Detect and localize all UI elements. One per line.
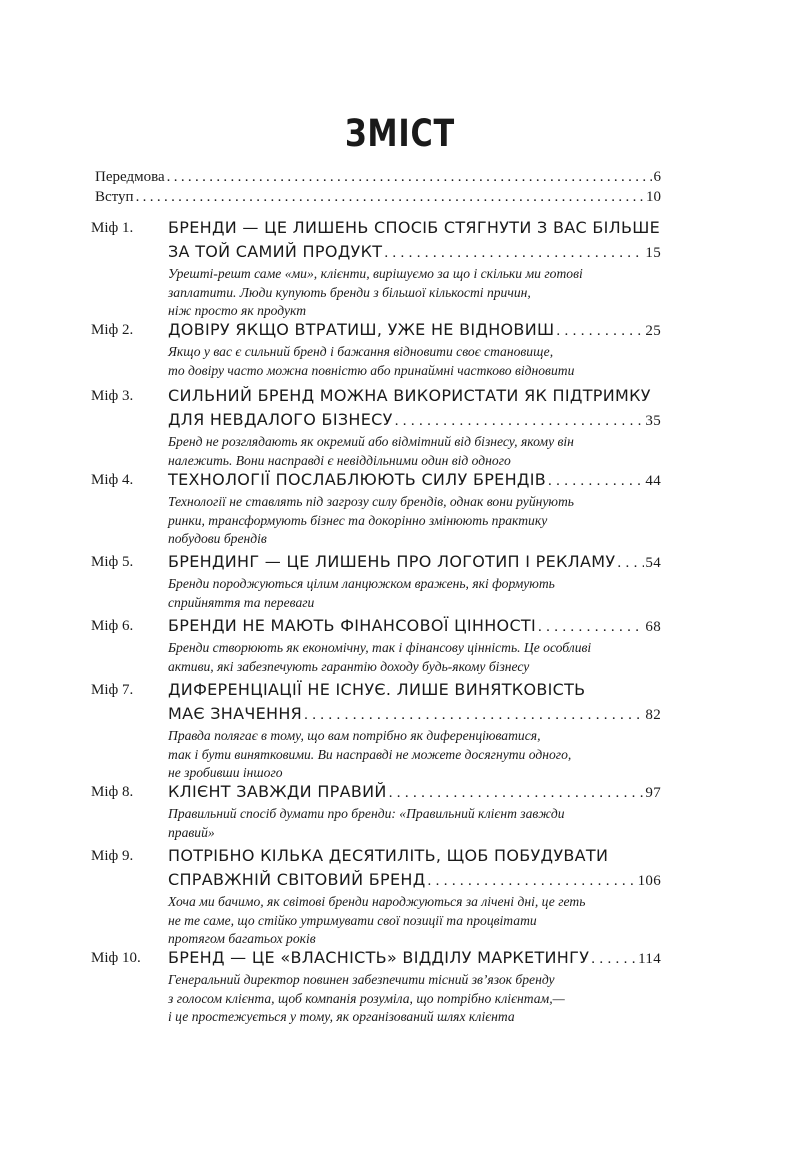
- toc-page-number: 6: [653, 169, 661, 185]
- myth-heading: ДИФЕРЕНЦІАЦІЇ НЕ ІСНУЄ. ЛИШЕ ВИНЯТКОВІСТЬ: [168, 680, 586, 699]
- toc-page-number: 25: [645, 323, 661, 339]
- toc-page-number: 114: [638, 951, 661, 967]
- dot-leader: [548, 469, 644, 493]
- toc-page-number: 97: [645, 785, 661, 801]
- dot-leader: [591, 947, 637, 971]
- myth-description: Бренди створюють як економічну, так і фінансову цінність. Це особливі активи, які забезпечують гарантію доходу будь-якому бізнесу: [168, 640, 592, 674]
- myth-heading: ЗА ТОЙ САМИЙ ПРОДУКТ . . . 15: [168, 240, 661, 265]
- myth-number: Міф 10.: [91, 950, 141, 966]
- myth-number: Міф 6.: [91, 618, 134, 634]
- dot-leader: [556, 319, 644, 343]
- dot-leader: [389, 781, 645, 805]
- myth-description: Якщо у вас є сильний бренд і бажання відновити своє становище, то довіру часто можна повністю або принаймні частково відновити: [168, 344, 575, 378]
- myth-heading: ДЛЯ НЕВДАЛОГО БІЗНЕСУ . . . 35: [168, 408, 661, 433]
- dot-leader: [304, 703, 644, 727]
- myth-description: Бренд не розглядають як окремий або відмітний від бізнесу, якому він належить. Вони насправді є невіддільними один від одного: [168, 434, 574, 468]
- myth-heading: ПОТРІБНО КІЛЬКА ДЕСЯТИЛІТЬ, ЩОБ ПОБУДУВАТИ: [168, 846, 609, 865]
- toc-page-number: 54: [645, 555, 661, 571]
- myth-number: Міф 3.: [91, 388, 134, 404]
- myth-description: Технології не ставлять під загрозу силу брендів, однак вони руйнують ринки, трансформують бізнес та докорінно змінюють практику побудови брендів: [168, 494, 574, 546]
- dot-leader: [167, 168, 652, 186]
- myth-number: Міф 5.: [91, 554, 134, 570]
- myth-heading: КЛІЄНТ ЗАВЖДИ ПРАВИЙ . . . 97: [168, 780, 661, 805]
- dot-leader: [428, 869, 637, 893]
- myth-number: Міф 4.: [91, 472, 134, 488]
- toc-page-number: 106: [637, 873, 661, 889]
- toc-page-number: 82: [645, 707, 661, 723]
- toc-page-number: 35: [645, 413, 661, 429]
- myth-heading: ДОВІРУ ЯКЩО ВТРАТИШ, УЖЕ НЕ ВІДНОВИШ . . . 25: [168, 318, 661, 343]
- page-title: ЗМІСТ: [344, 112, 456, 155]
- myth-number: Міф 1.: [91, 220, 134, 236]
- myth-number: Міф 8.: [91, 784, 134, 800]
- myth-heading: МАЄ ЗНАЧЕННЯ . . . 82: [168, 702, 661, 727]
- dot-leader: [538, 615, 644, 639]
- myth-number: Міф 9.: [91, 848, 134, 864]
- myth-heading: БРЕНДИ НЕ МАЮТЬ ФІНАНСОВОЇ ЦІННОСТІ . . . 68: [168, 614, 661, 639]
- myth-heading: СИЛЬНИЙ БРЕНД МОЖНА ВИКОРИСТАТИ ЯК ПІДТРИМКУ: [168, 386, 651, 405]
- myth-heading: БРЕНДИ — ЦЕ ЛИШЕНЬ СПОСІБ СТЯГНУТИ З ВАС БІЛЬШЕ: [168, 218, 661, 237]
- dot-leader: [395, 409, 645, 433]
- myth-description: Правильний спосіб думати про бренди: «Правильний клієнт завжди правий»: [168, 806, 565, 840]
- toc-page-number: 10: [646, 189, 661, 205]
- dot-leader: [617, 551, 644, 575]
- myth-description: Урешті-решт саме «ми», клієнти, вирішуємо за що і скільки ми готові заплатити. Люди купують бренди з більшої кількості причин, ніж просто як продукт: [168, 266, 583, 318]
- toc-page-number: 44: [645, 473, 661, 489]
- myth-heading: СПРАВЖНІЙ СВІТОВИЙ БРЕНД . . . 106: [168, 868, 661, 893]
- myth-description: Правда полягає в тому, що вам потрібно як диференціюватися, так і бути винятковими. Ви насправді не можете досягнути одного, не зробивши іншого: [168, 728, 572, 780]
- toc-entry-label: Передмова: [95, 169, 165, 185]
- myth-number: Міф 2.: [91, 322, 134, 338]
- myth-description: Хоча ми бачимо, як світові бренди народжуються за лічені дні, це геть не те саме, що стійко утримувати свої позиції та процвітати протягом багатьох років: [168, 894, 586, 946]
- myth-heading: ТЕХНОЛОГІЇ ПОСЛАБЛЮЮТЬ СИЛУ БРЕНДІВ . . . 44: [168, 468, 661, 493]
- myth-heading: БРЕНД — ЦЕ «ВЛАСНІСТЬ» ВІДДІЛУ МАРКЕТИНГУ . . . 114: [168, 946, 661, 971]
- toc-entry-label: Вступ: [95, 189, 134, 205]
- toc-entry-foreword[interactable]: [95, 168, 661, 186]
- toc-page-number: 15: [645, 245, 661, 261]
- myth-heading: БРЕНДИНГ — ЦЕ ЛИШЕНЬ ПРО ЛОГОТИП І РЕКЛАМУ . . . 54: [168, 550, 661, 575]
- myth-description: Бренди породжуються цілим ланцюжком вражень, які формують сприйняття та переваги: [168, 576, 555, 610]
- toc-entry-introduction[interactable]: [95, 188, 661, 206]
- myth-number: Міф 7.: [91, 682, 134, 698]
- dot-leader: [136, 188, 644, 206]
- dot-leader: [384, 241, 644, 265]
- toc-page-number: 68: [645, 619, 661, 635]
- myth-description: Генеральний директор повинен забезпечити тісний зв’язок бренду з голосом клієнта, щоб компанія розуміла, що потрібно клієнтам,— і це простежується у тому, як організований шлях клієнта: [168, 972, 565, 1024]
